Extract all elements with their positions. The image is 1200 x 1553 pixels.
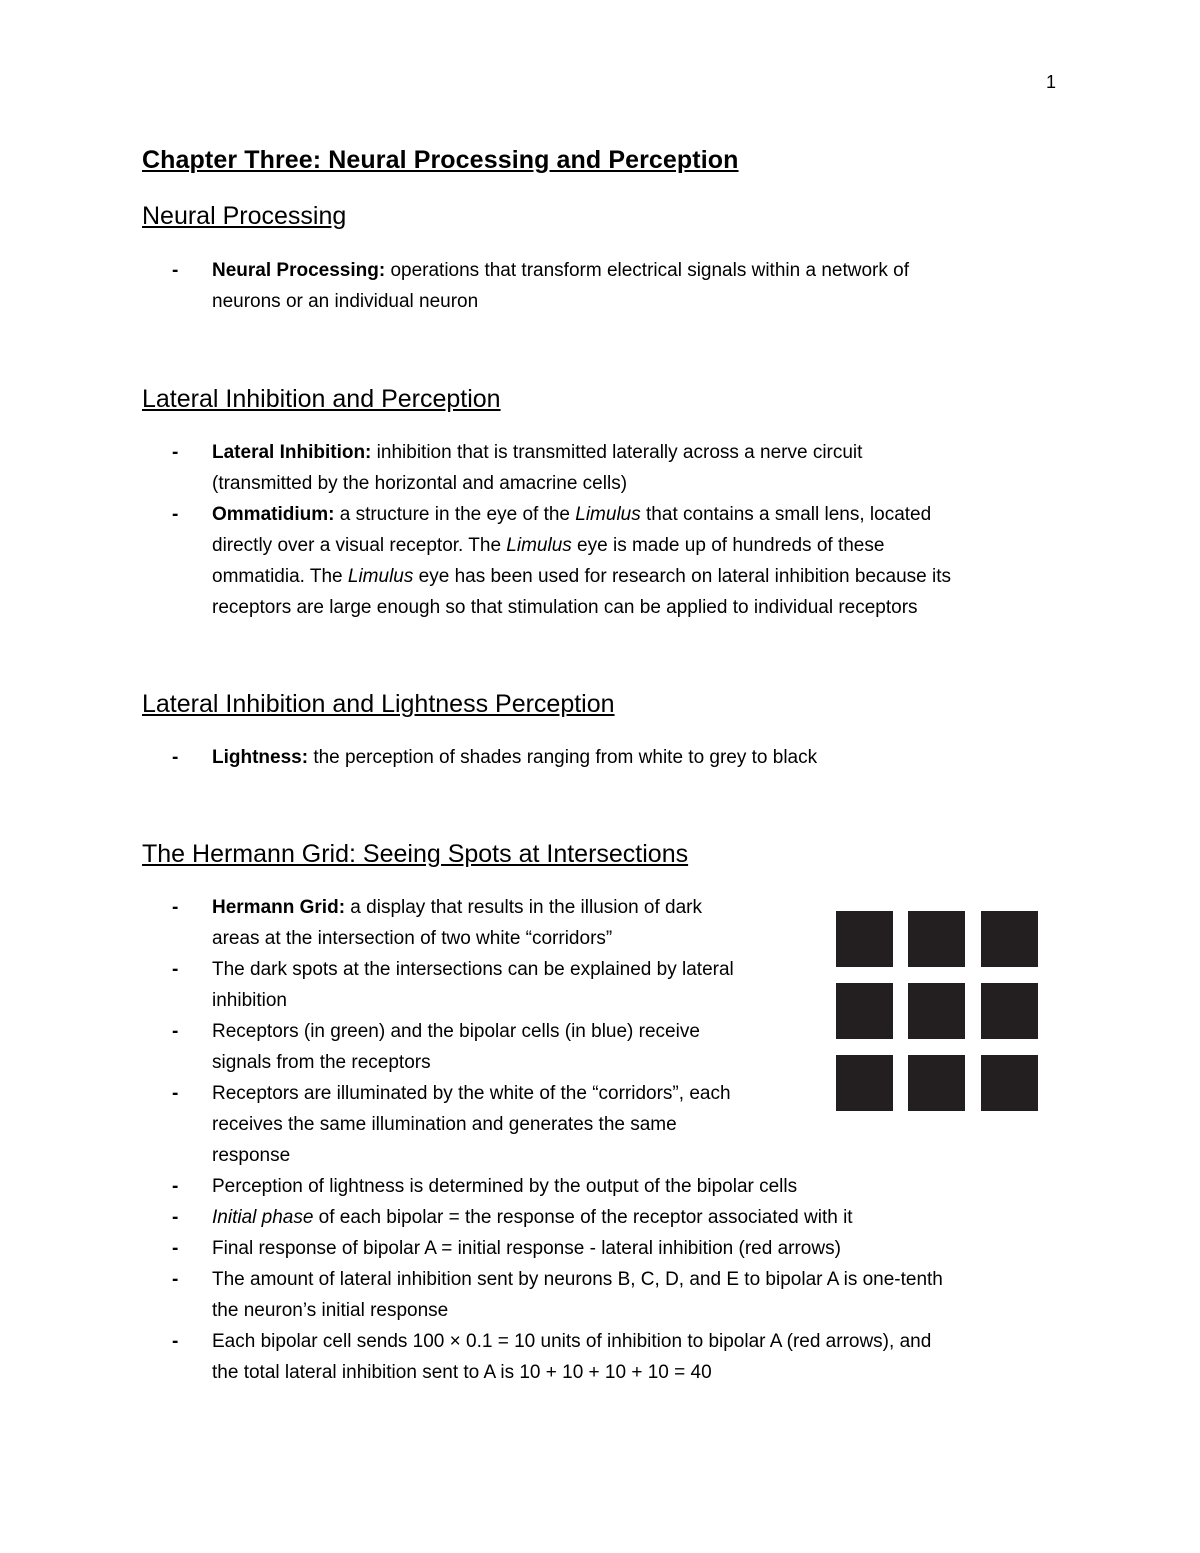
section-heading-hermann-grid: The Hermann Grid: Seeing Spots at Intersections [142,840,689,868]
grid-square [836,911,893,967]
list-item [142,255,909,317]
grid-square [836,983,893,1039]
bullet-dash: - [172,504,179,525]
species-name: Limulus [347,566,414,587]
species-name: Limulus [506,535,572,556]
grid-square [908,911,965,967]
bullet-dash: - [172,959,179,980]
bullet-text: Receptors (in green) and the bipolar cells (in blue) receive [212,1021,700,1042]
term: Ommatidium: [212,504,335,525]
bullet-dash: - [172,260,179,281]
grid-square [908,983,965,1039]
definition-text: (transmitted by the horizontal and amacrine cells) [212,473,628,494]
grid-square [908,1055,965,1111]
list-item [142,1326,943,1388]
list-item [142,1171,943,1202]
term: Lightness: [212,747,309,768]
list-item [142,1202,943,1233]
bullet-text: The amount of lateral inhibition sent by neurons B, C, D, and E to bipolar A is one-tenth [212,1269,943,1290]
bullet-dash: - [172,1021,179,1042]
term: Lateral Inhibition: [212,442,372,463]
list-item [142,1233,943,1264]
bullet-dash: - [172,1083,179,1104]
bullet-text: inhibition [212,990,287,1011]
definition-text: eye has been used for research on lateral inhibition because its [413,566,951,587]
definition-text: the perception of shades ranging from white to grey to black [308,747,818,768]
definition-text: eye is made up of hundreds of these [571,535,885,556]
grid-square [981,1055,1038,1111]
bullet-text: Receptors are illuminated by the white of the “corridors”, each [212,1083,731,1104]
bullet-dash: - [172,1331,179,1352]
bullet-text: signals from the receptors [212,1052,431,1073]
bullet-dash: - [172,747,179,768]
definition-text: receptors are large enough so that stimulation can be applied to individual receptors [212,597,918,618]
list-item [142,742,817,773]
list-item [142,499,951,623]
species-name: Limulus [575,504,641,525]
grid-square [836,1055,893,1111]
bullet-dash: - [172,1238,179,1259]
bullet-dash: - [172,1207,179,1228]
bullet-list-neural-processing [142,255,909,317]
bullet-text: receives the same illumination and generates the same [212,1114,677,1135]
bullet-dash: - [172,1176,179,1197]
definition-text: areas at the intersection of two white “corridors” [212,928,613,949]
definition-text: a structure in the eye of the [334,504,576,525]
list-item [142,892,943,954]
bullet-text: Final response of bipolar A = initial response - lateral inhibition (red arrows) [212,1238,841,1259]
grid-square [981,983,1038,1039]
bullet-list-lightness [142,742,817,773]
bullet-text: the total lateral inhibition sent to A is 10 + 10 + 10 + 10 = 40 [212,1362,712,1383]
list-item [142,1078,943,1171]
grid-square [981,911,1038,967]
section-heading-neural-processing: Neural Processing [142,202,347,230]
definition-text: neurons or an individual neuron [212,291,479,312]
bullet-text: Each bipolar cell sends 100 × 0.1 = 10 units of inhibition to bipolar A (red arrows), and [212,1331,932,1352]
definition-text: inhibition that is transmitted laterally across a nerve circuit [371,442,863,463]
list-item [142,437,951,499]
bullet-dash: - [172,442,179,463]
bullet-text: The dark spots at the intersections can be explained by lateral [212,959,734,980]
section-heading-lateral-inhibition: Lateral Inhibition and Perception [142,385,501,413]
term: Neural Processing: [212,260,386,281]
definition-text: a display that results in the illusion of dark [345,897,702,918]
definition-text: operations that transform electrical signals within a network of [385,260,909,281]
chapter-title: Chapter Three: Neural Processing and Perception [142,146,739,174]
bullet-list-lateral-inhibition [142,437,951,623]
hermann-grid-figure [836,911,1038,1111]
italic-term: Initial phase [212,1207,314,1228]
bullet-text: response [212,1145,291,1166]
bullet-list-hermann-grid [142,892,943,1388]
definition-text: directly over a visual receptor. The [212,535,507,556]
bullet-text: the neuron’s initial response [212,1300,449,1321]
term: Hermann Grid: [212,897,346,918]
section-heading-lightness-perception: Lateral Inhibition and Lightness Perception [142,690,615,718]
list-item [142,1016,943,1078]
bullet-dash: - [172,897,179,918]
list-item [142,1264,943,1326]
definition-text: that contains a small lens, located [640,504,932,525]
page-number: 1 [1046,72,1057,92]
bullet-text: Perception of lightness is determined by the output of the bipolar cells [212,1176,798,1197]
bullet-text: of each bipolar = the response of the receptor associated with it [313,1207,853,1228]
bullet-dash: - [172,1269,179,1290]
definition-text: ommatidia. The [212,566,348,587]
list-item [142,954,943,1016]
